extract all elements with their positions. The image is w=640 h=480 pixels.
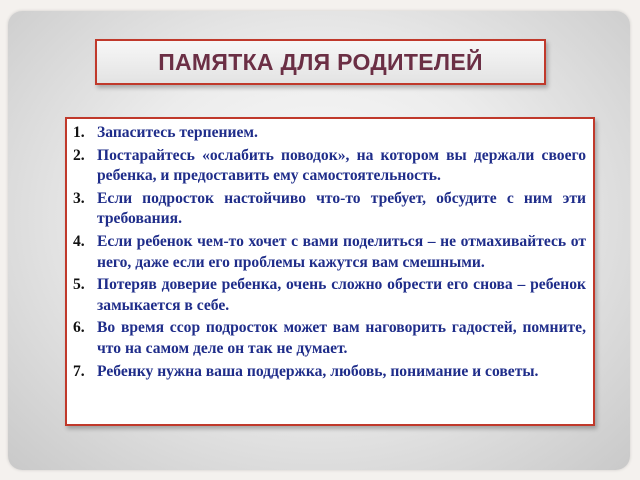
item-number: 1. <box>73 124 85 141</box>
item-text: Постарайтесь «ослабить поводок», на котором вы держали своего ребенка, и предоставить ему самостоятельность. <box>97 146 586 185</box>
item-text: Потеряв доверие ребенка, очень сложно обрести его снова – ребенок замыкается в себе. <box>97 276 586 314</box>
item-text: Ребенку нужна ваша поддержка, любовь, понимание и советы. <box>97 362 539 380</box>
item-text: Если подросток настойчиво что-то требует, обсудите с ним эти требования. <box>97 189 586 228</box>
list-item <box>73 189 586 230</box>
item-text: Во время ссор подросток может вам наговорить гадостей, помните, что на самом деле он так не думает. <box>97 319 586 357</box>
list-item <box>73 232 586 273</box>
list-item <box>73 275 586 316</box>
item-number: 6. <box>73 319 85 337</box>
item-number: 2. <box>73 146 85 164</box>
title-box <box>95 39 546 85</box>
list-item <box>73 362 586 383</box>
list-item <box>73 318 586 359</box>
memo-list <box>65 117 595 426</box>
item-number: 4. <box>73 232 85 250</box>
page-title: ПАМЯТКА ДЛЯ РОДИТЕЛЕЙ <box>158 48 483 75</box>
item-number: 5. <box>73 276 85 294</box>
list-item <box>73 123 586 144</box>
item-text: Если ребенок чем-то хочет с вами поделиться – не отмахивайтесь от него, даже если его проблемы кажутся вам смешными. <box>97 232 586 271</box>
list-item <box>73 146 586 187</box>
item-number: 7. <box>73 362 85 380</box>
item-number: 3. <box>73 189 85 207</box>
item-text: Запаситесь терпением. <box>97 124 258 141</box>
